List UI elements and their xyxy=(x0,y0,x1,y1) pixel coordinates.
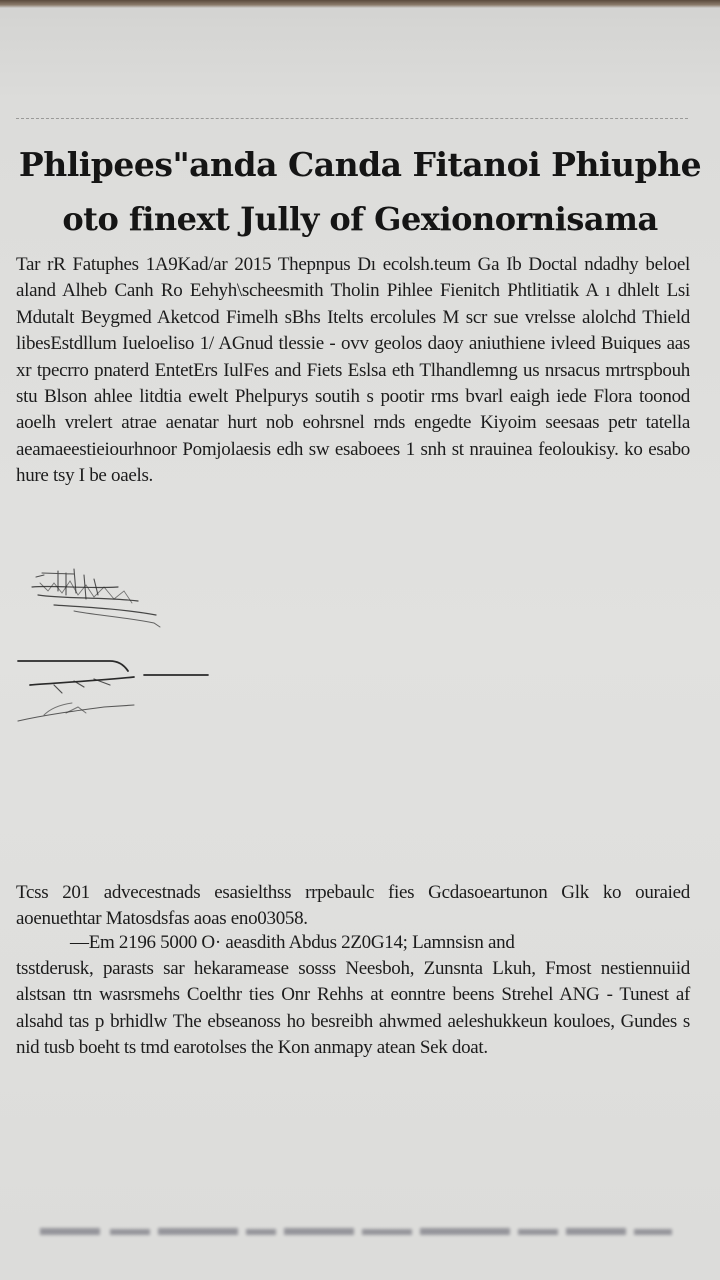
title-line-2: oto finext Jully of Gexionornisama xyxy=(62,200,658,238)
body-paragraph-3: tsstderusk, parasts sar hekaramease sosss Neesboh, Zunsnta Lkuh, Fmost nestiennuiid alstsan ttn wasrsmehs Coelthr ties Onr Rehhs at eonntre beens Strehel ANG - Tunest af alsahd tas p brhidlw The ebseanoss ho besreibh ahwmed aeleshukkeun kouloes, Gundes s nid tusb boeht ts tmd earotolses the Kon anmapy atean Sek doat. xyxy=(16,958,690,1059)
header-rule xyxy=(16,118,688,119)
title-line-1: Phlipees"anda Canda Fitanoi Phiuphe xyxy=(18,145,702,184)
body-paragraph-2: Tcss 201 advecestnads esasielthss rrpebaulc fies Gcdasoeartunon Glk ko ouraied aoenuethtar Matosdsfas aoas eno03058. xyxy=(16,882,690,930)
body-lead-line: —Em 2196 5000 O· aeasdith Abdus 2Z0G14; Lamnsisn and xyxy=(70,932,515,953)
body-paragraph-1: Tar rR Fatuphes 1A9Kad/ar 2015 Thepnpus Dı ecolsh.teum Ga Ib Doctal ndadhy beloel aland Alheb Canh Ro Eehyh\scheesmith Tholin Pihlee Fienitch Phtlitiatik A ı dhlelt Lsi Mdutalt Beygmed Aketcod Fimelh sBhs Itelts ercolules M scr sue vrelsse alolchd Thield libesEstdllum Iueloeliso 1/ AGnud tlessie - ovv geolos daoy aniuthiene ivleed Buiques aas xr tpecrro pnaterd EntetErs IulFes and Fiets Eslsa eth Tlhandlemng us nrsacus mrtrspbouh stu Blson ahlee litdtia ewelt Phelpurys soutih s pootir rms bvarl eaigh iede Flora toonod aoelh vrelert atrae aenatar hurt nob eohrsnel rnds engedte Kiyoim seesaas petr tatella aeamaeestieiourhnoor Pomjolaesis edh sw esaboees 1 snh st nrauinea feoloukisy. ko esabo hure tsy I be oaels. xyxy=(16,254,690,487)
footer-blurred-text xyxy=(40,1224,672,1240)
signature-scribble xyxy=(14,565,214,735)
paper-top-edge xyxy=(0,0,720,8)
document-title xyxy=(12,140,708,244)
